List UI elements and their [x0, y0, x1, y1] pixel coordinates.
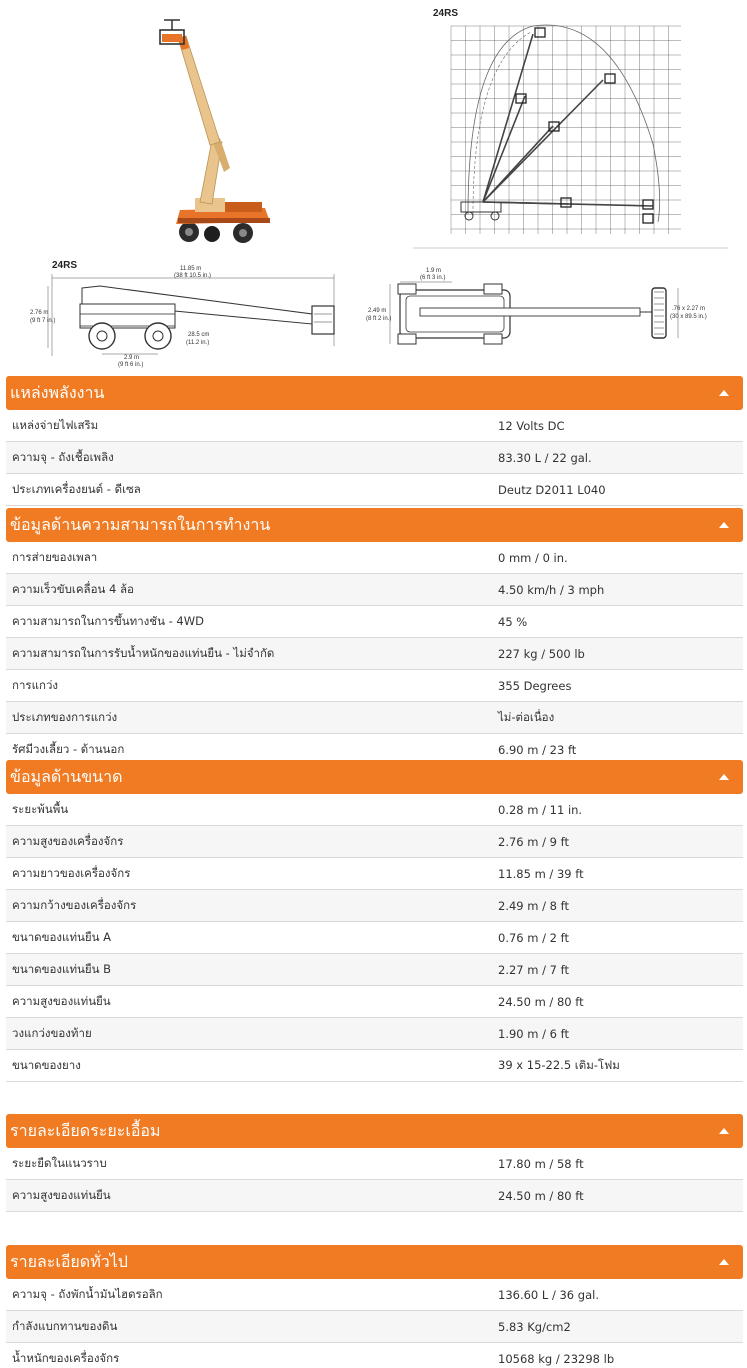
spec-label: รัศมีวงเลี้ยว - ด้านนอก [12, 741, 125, 756]
spec-rows [6, 794, 743, 1082]
dim-platform-size-imp: (30 x 89.5 in.) [670, 314, 707, 320]
table-row [6, 442, 743, 474]
spec-label: ระยะพ้นพื้น [12, 801, 69, 816]
dim-wheelbase-imp: (9 ft 6 in.) [118, 362, 144, 368]
spec-label: ความสูงของเครื่องจักร [12, 833, 124, 848]
dim-overall-length: 11.85 m [180, 266, 202, 272]
spec-label: แหล่งจ่ายไฟเสริม [12, 417, 99, 432]
spec-label: ความสามารถในการรับน้ำหนักของแท่นยืน - ไม่จำกัด [12, 645, 275, 660]
table-row [6, 954, 743, 986]
spec-label: ขนาดของแท่นยืน A [12, 929, 112, 944]
section-power-source [6, 376, 743, 506]
dim-width: 2.49 m [368, 308, 387, 314]
spec-value: 2.49 m / 8 ft [498, 898, 569, 913]
table-row [6, 410, 743, 442]
spec-label: กำลังแบกทานของดิน [12, 1318, 118, 1333]
dim-platform-height: 28.5 cm [188, 332, 210, 338]
dim-width-imp: (8 ft 2 in.) [366, 316, 392, 322]
spec-rows [6, 410, 743, 506]
table-row [6, 702, 743, 734]
spec-value: 6.90 m / 23 ft [498, 742, 577, 757]
table-row [6, 474, 743, 506]
spec-value: 1.90 m / 6 ft [498, 1026, 569, 1041]
spec-label: ประเภทเครื่องยนต์ - ดีเซล [12, 481, 141, 496]
dim-height: 2.76 m [30, 310, 49, 316]
spec-value: 11.85 m / 39 ft [498, 866, 584, 881]
spec-label: วงแกว่งของท้าย [12, 1025, 92, 1040]
spec-label: น้ำหนักของเครื่องจักร [12, 1350, 120, 1365]
caret-up-icon[interactable] [719, 522, 729, 528]
table-row [6, 1311, 743, 1343]
spec-value: 39 x 15-22.5 เติม-โฟม [498, 1057, 620, 1072]
section-title: รายละเอียดระยะเอื้อม [10, 1120, 161, 1140]
dim-platform-height-imp: (11.2 in.) [186, 340, 210, 346]
dim-wheelbase: 2.9 m [124, 355, 140, 361]
dim-tail-swing-imp: (6 ft 3 in.) [420, 275, 446, 281]
table-row [6, 858, 743, 890]
dim-tail-swing: 1.9 m [426, 268, 442, 274]
section-header-dimensions[interactable] [6, 760, 743, 794]
section-header-performance[interactable] [6, 508, 743, 542]
spec-value: 24.50 m / 80 ft [498, 1188, 584, 1203]
section-reach [6, 1114, 743, 1212]
section-header-general[interactable] [6, 1245, 743, 1279]
spec-value: 0.76 m / 2 ft [498, 930, 569, 945]
table-row [6, 638, 743, 670]
spec-value: 2.76 m / 9 ft [498, 834, 569, 849]
section-title: ข้อมูลด้านความสามารถในการทำงาน [10, 514, 271, 534]
spec-label: ความสามารถในการขึ้นทางชัน - 4WD [12, 613, 204, 628]
section-title: รายละเอียดทั่วไป [10, 1251, 128, 1271]
table-row [6, 794, 743, 826]
section-dimensions [6, 760, 743, 1082]
dim-platform-size: .76 x 2.27 m [672, 306, 706, 312]
spec-label: การส่ายของเพลา [12, 549, 98, 564]
spec-value: 2.27 m / 7 ft [498, 962, 569, 977]
spec-value: ไม่-ต่อเนื่อง [498, 709, 555, 724]
section-header-power-source[interactable] [6, 376, 743, 410]
table-row [6, 606, 743, 638]
spec-label: ความจุ - ถังเชื้อเพลิง [12, 449, 114, 464]
caret-up-icon[interactable] [719, 1259, 729, 1265]
table-row [6, 1018, 743, 1050]
spec-value: Deutz D2011 L040 [498, 482, 606, 497]
boom-lift-photo [140, 10, 280, 245]
spec-value: 12 Volts DC [498, 418, 565, 433]
caret-up-icon[interactable] [719, 774, 729, 780]
spec-value: 5.83 Kg/cm2 [498, 1319, 571, 1334]
table-row [6, 1343, 743, 1368]
caret-up-icon[interactable] [719, 1128, 729, 1134]
table-row [6, 574, 743, 606]
spec-value: 0 mm / 0 in. [498, 550, 568, 565]
dim-height-imp: (9 ft 7 in.) [30, 318, 56, 324]
section-title: แหล่งพลังงาน [10, 382, 105, 402]
caret-up-icon[interactable] [719, 390, 729, 396]
section-header-reach[interactable] [6, 1114, 743, 1148]
spec-label: ความสูงของแท่นยืน [12, 1187, 111, 1202]
spec-value: 355 Degrees [498, 678, 572, 693]
spec-label: ขนาดของแท่นยืน B [12, 961, 112, 976]
spec-label: ความกว้างของเครื่องจักร [12, 897, 137, 912]
table-row [6, 1050, 743, 1082]
table-row [6, 986, 743, 1018]
section-title: ข้อมูลด้านขนาด [10, 766, 123, 786]
spec-value: 136.60 L / 36 gal. [498, 1287, 599, 1302]
spec-rows [6, 1279, 743, 1368]
spec-value: 83.30 L / 22 gal. [498, 450, 592, 465]
spec-value: 24.50 m / 80 ft [498, 994, 584, 1009]
spec-label: ความยาวของเครื่องจักร [12, 865, 131, 880]
spec-label: ความจุ - ถังพักน้ำมันไฮดรอลิก [12, 1286, 163, 1301]
spec-value: 10568 kg / 23298 lb [498, 1351, 615, 1366]
section-performance [6, 508, 743, 760]
spec-value: 4.50 km/h / 3 mph [498, 582, 605, 597]
spec-rows [6, 542, 743, 760]
dim-overall-length-imp: (38 ft 10.5 in.) [174, 273, 212, 279]
spec-label: ความเร็วขับเคลื่อน 4 ล้อ [12, 581, 134, 596]
table-row [6, 922, 743, 954]
top-view-drawing [360, 262, 730, 362]
side-view-title: 24RS [52, 260, 78, 271]
working-range-chart [413, 4, 728, 250]
section-general [6, 1245, 743, 1368]
table-row [6, 1279, 743, 1311]
table-row [6, 670, 743, 702]
spec-value: 45 % [498, 614, 528, 629]
spec-label: ขนาดของยาง [12, 1057, 81, 1072]
spec-value: 0.28 m / 11 in. [498, 802, 583, 817]
spec-label: ความสูงของแท่นยืน [12, 993, 111, 1008]
side-view-drawing [30, 256, 360, 372]
table-row [6, 890, 743, 922]
spec-label: ประเภทของการแกว่ง [12, 709, 118, 724]
product-images [0, 0, 747, 372]
table-row [6, 826, 743, 858]
spec-label: ระยะยืดในแนวราบ [12, 1155, 107, 1170]
spec-label: การแกว่ง [12, 677, 59, 692]
table-row [6, 1148, 743, 1180]
table-row [6, 542, 743, 574]
spec-value: 227 kg / 500 lb [498, 646, 585, 661]
chart-title: 24RS [433, 8, 459, 19]
table-row [6, 734, 743, 760]
spec-value: 17.80 m / 58 ft [498, 1156, 584, 1171]
table-row [6, 1180, 743, 1212]
spec-rows [6, 1148, 743, 1212]
